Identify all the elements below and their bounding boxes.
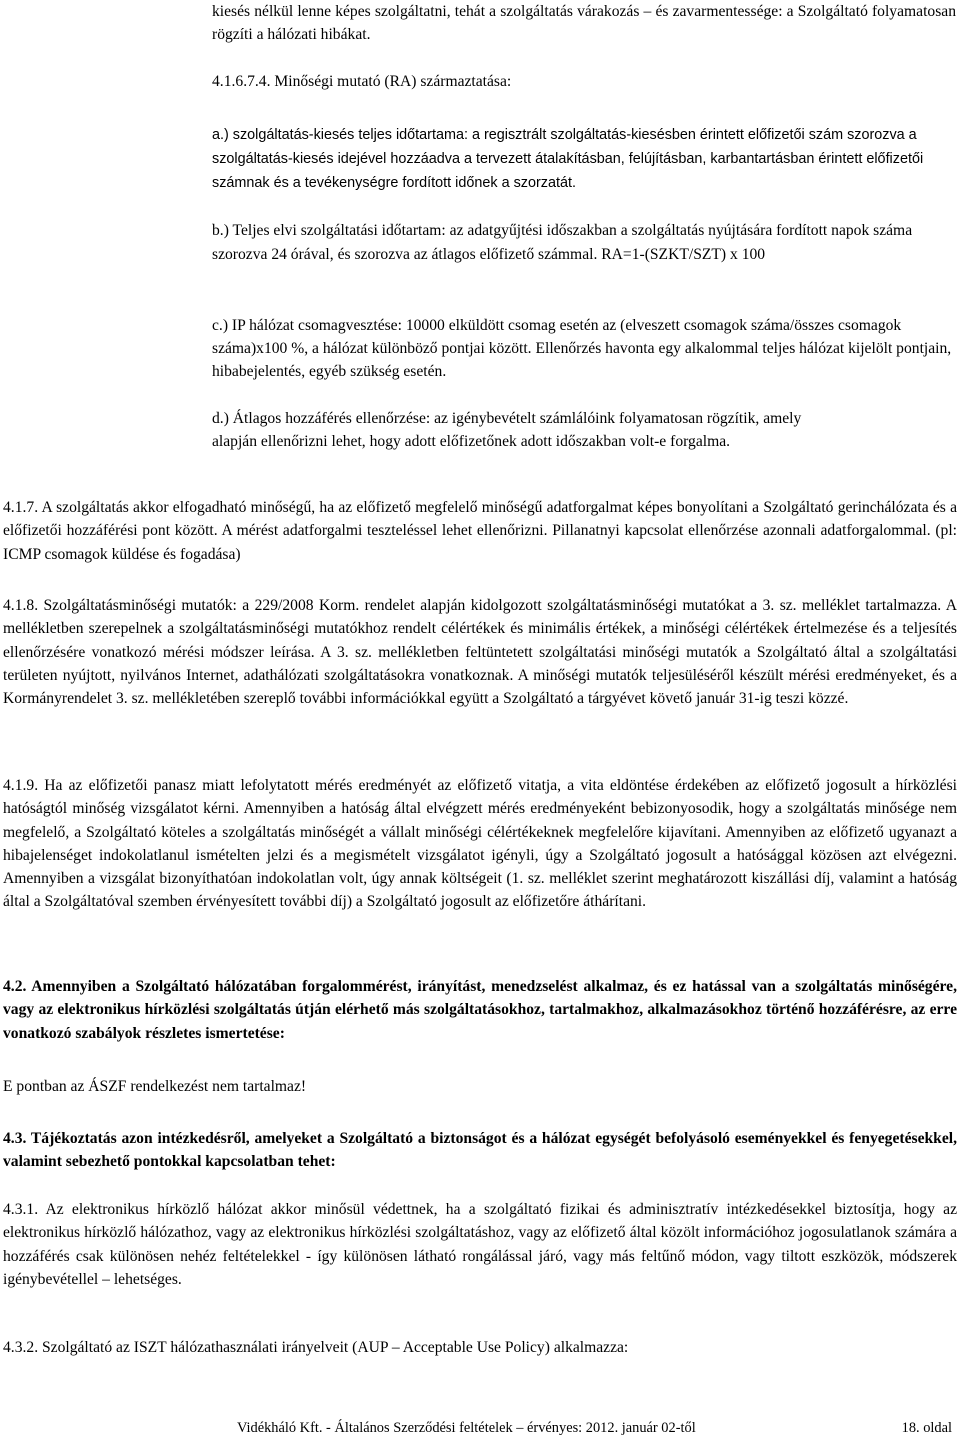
section-4-1-6-7-4-heading: 4.1.6.7.4. Minőségi mutató (RA) származtatása:: [212, 73, 512, 90]
section-4-3-2-paragraph: 4.3.2. Szolgáltató az ISZT hálózathasználati irányelveit (AUP – Acceptable Use Policy) alkalmazza:: [3, 1339, 629, 1356]
section-4-1-7-paragraph: 4.1.7. A szolgáltatás akkor elfogadható minőségű, ha az előfizető megfelelő minőségű adatforgalmat képes bonyolítani a Szolgáltató gerinchálózata és a előfizetői hozzáférési pont között. A mérést adatforgalmi teszteléssel lehet ellenőrizni. Pillanatnyi kapcsolat ellenőrzése azonnali adatforgalommal. (pl: ICMP csomagok küldése és fogadása): [3, 499, 957, 563]
page-footer: [0, 1417, 960, 1439]
section-4-2-note: E pontban az ÁSZF rendelkezést nem tartalmaz!: [3, 1078, 307, 1095]
section-4-2-heading: 4.2. Amennyiben a Szolgáltató hálózatában forgalommérést, irányítást, menedzselést alkalmaz, és ez hatással van a szolgáltatás minőségére, vagy az elektronikus hírközlési szolgáltatás útján elérhető más szolgáltatásokhoz, tartalmakhoz, alkalmazásokhoz történő hozzáférésre, az erre vonatkozó szabályok részletes ismertetése:: [3, 978, 957, 1042]
item-c-paragraph: c.) IP hálózat csomagvesztése: 10000 elküldött csomag esetén az (elveszett csomagok száma/összes csomagok száma)x100 %, a hálózat különböző pontjai között. Ellenőrzés havonta egy alkalommal teljes hálózat kijelölt pontjain, hibabejelentés, egyéb szükség esetén.: [212, 317, 952, 380]
section-4-1-8-paragraph: 4.1.8. Szolgáltatásminőségi mutatók: a 229/2008 Korm. rendelet alapján kidolgozott szolgáltatásminőségi mutatókat a 3. sz. melléklet tartalmazza. A mellékletben szerepelnek a szolgáltatásminőségi mutatókhoz rendelt célértékek és minimális értékek, a minőségi célértékek értelmezése és a teljesítés ellenőrzésére vonatkozó mérési módszer leírása. A 3. sz. mellékletben feltüntetett szolgáltatási minőségi mutatók a Szolgáltató által a szolgáltatási területen nyújtott, nyilvános Internet, adathálózati szolgáltatásokra vonatkoznak. A minőségi mutatók teljesüléséről készült mérési eredményeket, és a Kormányrendelet 3. sz. mellékletében szereplő további információkkal együtt a Szolgáltató a tárgyévet követő január 31-ig teszi közzé.: [3, 597, 957, 708]
item-d-paragraph: d.) Átlagos hozzáférés ellenőrzése: az igénybevételt számlálóink folyamatosan rögzítik, amely alapján ellenőrizni lehet, hogy adott előfizetőnek adott időszakban volt-e forgalma.: [212, 410, 802, 450]
section-4-3-heading: 4.3. Tájékoztatás azon intézkedésről, amelyeket a Szolgáltató a biztonságot és a hálózat egységét befolyásoló eseményekkel és fenyegetésekkel, valamint sebezhető pontokkal kapcsolatban tehet:: [3, 1130, 957, 1171]
section-4-1-9-paragraph: 4.1.9. Ha az előfizetői panasz miatt lefolytatott mérés eredményét az előfizető vitatja, a vita eldöntése érdekében az előfizető jogosult a hírközlési hatóságtól minőség vizsgálatot kérni. Amennyiben a hatóság által elvégzett mérés eredményeként bebizonyosodik, hogy a szolgáltatás minősége nem megfelelő, a Szolgáltató köteles a szolgáltatás minőségét a vállalt minőségi célértékeknek megfelelőre kijavítani. Amennyiben az előfizető ugyanazt a hibajelenséget indokolatlanul ismételten jelzi és a megismételt vizsgálatot igényli, úgy a Szolgáltató jogosult a hatósággal közösen azt elvégezni. Amennyiben a vizsgálat bizonyíthatóan indokolatlan volt, úgy annak költségeit (1. sz. melléklet szerint meghatározott kiszállási díj, valamint a hatóság által a Szolgáltatóval szemben érvényesített további díj) a Szolgáltató jogosult az előfizetőre áthárítani.: [3, 777, 957, 911]
item-b-paragraph: b.) Teljes elvi szolgáltatási időtartam: az adatgyűjtési időszakban a szolgáltatás nyújtására fordított napok száma szorozva 24 órával, és szorozva az átlagos előfizető számmal. RA=1-(SZKT/SZT) x 100: [212, 222, 913, 263]
item-a-paragraph: a.) szolgáltatás-kiesés teljes időtartama: a regisztrált szolgáltatás-kiesésben érintett előfizetői szám szorozva a szolgáltatás-kiesés idejével hozzáadva a tervezett átalakításban, felújításban, karbantartásban érintett előfizetői számnak és a tevékenységre fordított időnek a szorzatát.: [212, 127, 924, 191]
page-number: 18. oldal: [901, 1420, 952, 1436]
section-4-3-1-paragraph: 4.3.1. Az elektronikus hírközlő hálózat akkor minősül védettnek, ha a szolgáltató fizikai és adminisztratív intézkedésekkel biztosítja, hogy az elektronikus hírközlő hálózathoz, vagy az elektronikus hírközlési szolgáltatáshoz, vagy az előfizető által közölt információhoz jogosulatlanok számára a hozzáférés csak különösen nehéz feltételekkel - így különösen látható rongálással járó, vagy más feltűnő módon, vagy tiltott eszközök, módszerek igénybevétellel – lehetséges.: [3, 1201, 957, 1288]
intro-paragraph: kiesés nélkül lenne képes szolgáltatni, tehát a szolgáltatás várakozás – és zavarmentessége: a Szolgáltató folyamatosan rögzíti a hálózati hibákat.: [212, 3, 956, 44]
footer-text: Vidékháló Kft. - Általános Szerződési feltételek – érvényes: 2012. január 02-től: [237, 1420, 696, 1436]
